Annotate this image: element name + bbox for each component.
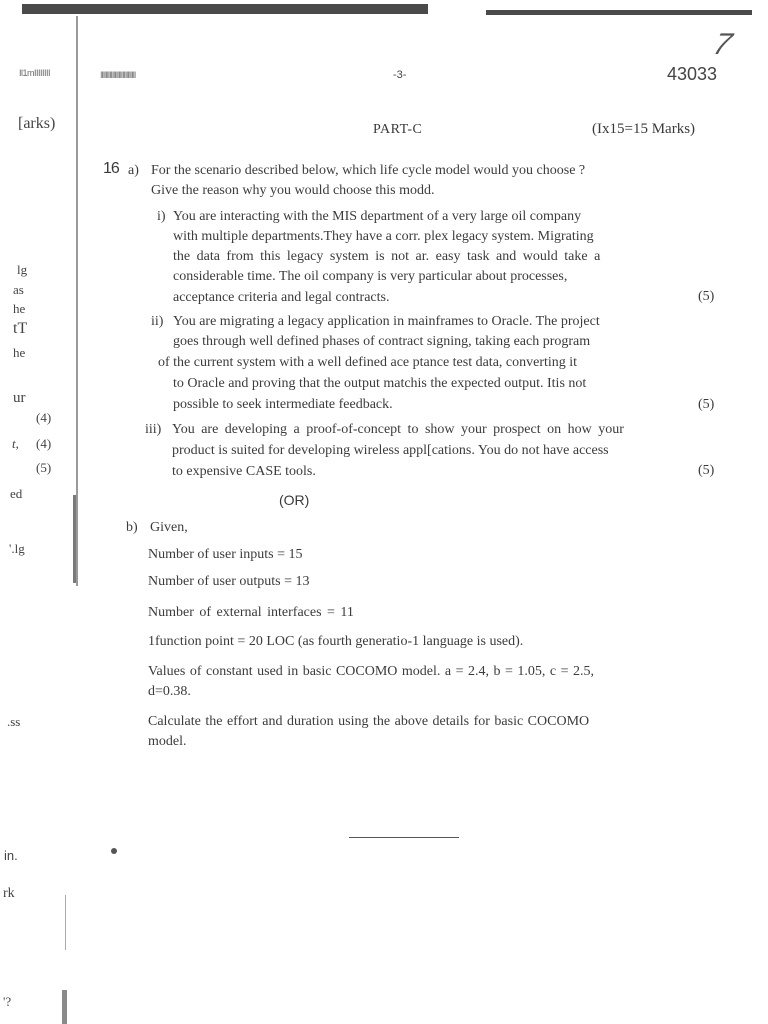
part-b-line: Number of user outputs = 13 — [148, 574, 310, 589]
part-b-given: Given, — [150, 520, 188, 535]
margin-fragment: ur — [13, 390, 26, 406]
margin-fragment: ed — [10, 486, 23, 501]
part-b-label: b) — [126, 520, 138, 535]
part-b-line: model. — [148, 734, 187, 749]
top-bar-right — [486, 10, 752, 15]
margin-fragment: in. — [4, 848, 18, 863]
margin-fragment: (4) — [36, 436, 52, 451]
stray-dot — [111, 848, 117, 854]
part-b-line: Values of constant used in basic COCOMO model. a = 2.4, b = 1.05, c = 2.5, — [148, 664, 595, 679]
item-i-line: the data from this legacy system is not ar. easy task and would take a — [173, 249, 601, 264]
margin-fragment: [arks) — [18, 115, 56, 132]
paper-code: 43033 — [667, 64, 718, 84]
item-i-line: considerable time. The oil company is very particular about processes, — [173, 269, 568, 284]
margin-fragment: (4) — [36, 410, 52, 425]
barcode-mid: IIIIIIIIIIIIIIIIIIIIIIIIIII — [100, 70, 136, 80]
handwritten-mark: 7 — [709, 28, 736, 61]
or-label: (OR) — [279, 492, 310, 508]
margin-fragment: tT — [13, 320, 28, 337]
margin-fragment: he — [13, 345, 26, 360]
part-b-line: Number of external interfaces = 11 — [148, 605, 354, 620]
part-b-line: Calculate the effort and duration using the above details for basic COCOMO — [148, 714, 590, 729]
part-title: PART-C — [373, 122, 423, 137]
end-rule — [349, 837, 459, 838]
part-b-line: d=0.38. — [148, 684, 191, 699]
item-iii-line: to expensive CASE tools. — [172, 464, 316, 479]
part-a-line1: For the scenario described below, which life cycle model would you choose ? — [151, 163, 586, 178]
margin-fragment: as — [13, 282, 24, 297]
item-ii-line: to Oracle and proving that the output matchis the expected output. Itis not — [173, 376, 587, 391]
item-ii-label: ii) — [151, 314, 164, 329]
item-ii-line: of the current system with a well defined ace ptance test data, converting it — [158, 355, 578, 370]
item-i-marks: (5) — [698, 289, 715, 304]
item-iii-line: product is suited for developing wireless appl[cations. You do not have access — [172, 443, 609, 458]
item-i-line: with multiple departments.They have a corr. plex legacy system. Migrating — [173, 229, 594, 244]
item-iii-marks: (5) — [698, 463, 715, 478]
part-a-line2: Give the reason why you would choose this modd. — [151, 183, 435, 198]
margin-line-dark-segment — [73, 495, 76, 583]
margin-line — [76, 16, 78, 586]
item-i-line: You are interacting with the MIS department of a very large oil company — [173, 209, 582, 224]
margin-fragment: .ss — [7, 714, 21, 729]
part-a-label: a) — [128, 163, 139, 178]
margin-fragment: '.lg — [9, 541, 25, 556]
top-bar-left — [22, 4, 428, 14]
margin-fragment: t, — [12, 436, 19, 451]
margin-fragment: rk — [3, 886, 15, 901]
margin-fragment: (5) — [36, 460, 52, 475]
part-b-line: Number of user inputs = 15 — [148, 547, 303, 562]
marks-scheme: (Ix15=15 Marks) — [592, 121, 696, 137]
item-ii-line: goes through well defined phases of contract signing, taking each program — [173, 334, 591, 349]
margin-line-bottom — [62, 990, 67, 1024]
question-number: 16 — [103, 160, 119, 177]
item-i-line: acceptance criteria and legal contracts. — [173, 290, 390, 305]
item-iii-line: You are developing a proof-of-concept to show your prospect on how your — [172, 422, 624, 437]
item-i-label: i) — [157, 209, 166, 224]
item-iii-label: iii) — [145, 422, 162, 437]
part-b-line: 1function point = 20 LOC (as fourth generatio-1 language is used). — [148, 634, 524, 649]
item-ii-line: You are migrating a legacy application in mainframes to Oracle. The project — [173, 314, 600, 329]
item-ii-marks: (5) — [698, 397, 715, 412]
barcode-left: Il1mIIIIIIII — [19, 68, 51, 78]
margin-fragment: '? — [3, 994, 12, 1009]
margin-fragment: he — [13, 301, 26, 316]
item-ii-line: possible to seek intermediate feedback. — [173, 397, 393, 412]
margin-fragment: lg — [17, 262, 28, 277]
page-number: -3- — [393, 69, 407, 81]
margin-line-lower — [65, 895, 66, 950]
